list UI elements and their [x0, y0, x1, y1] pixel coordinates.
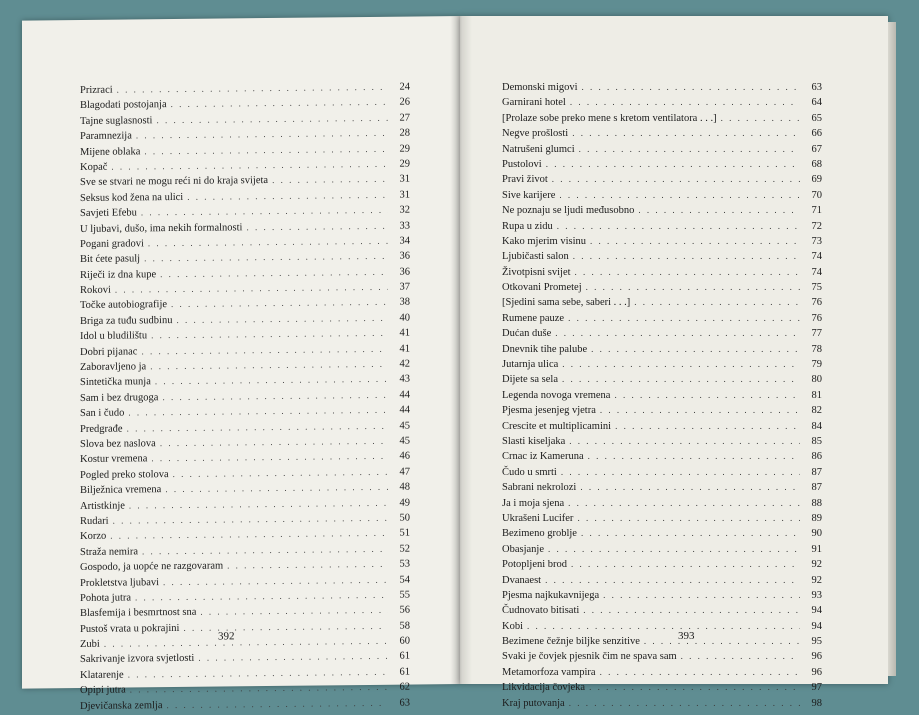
toc-entry-title: Sabrani nekrolozi — [502, 482, 577, 494]
toc-entry — [502, 111, 822, 126]
toc-entry-page: 70 — [811, 189, 822, 201]
toc-entry — [502, 157, 822, 172]
toc-entry-page: 64 — [811, 97, 822, 109]
toc-entry-title: Negve prošlosti — [502, 128, 569, 140]
toc-entry-title: Ukrašeni Lucifer — [502, 512, 574, 524]
dot-leader — [634, 295, 800, 310]
toc-entry — [502, 372, 822, 387]
toc-entry-title: Kostur vremena — [80, 453, 148, 466]
toc-entry-title: Seksus kod žena na ulici — [80, 191, 184, 204]
toc-list-right — [502, 80, 822, 711]
toc-entry — [502, 388, 822, 403]
toc-entry — [502, 403, 822, 418]
toc-entry-title: Crescite et multiplicamini — [502, 420, 612, 432]
toc-entry-page: 58 — [399, 620, 410, 632]
toc-entry-page: 45 — [399, 435, 410, 447]
dot-leader — [600, 403, 800, 418]
toc-entry-page: 78 — [811, 343, 822, 355]
toc-entry-title: Prokletstva ljubavi — [80, 576, 160, 589]
toc-entry-page: 49 — [399, 497, 410, 509]
toc-entry-page: 61 — [399, 650, 410, 663]
dot-leader — [569, 434, 800, 449]
toc-entry-title: Riječi iz dna kupe — [80, 268, 157, 281]
toc-entry-title: Natrušeni glumci — [502, 143, 575, 155]
toc-entry — [502, 649, 822, 664]
toc-entry-title: Crnac iz Kameruna — [502, 451, 584, 463]
toc-entry-page: 27 — [399, 112, 410, 124]
dot-leader — [552, 172, 800, 187]
toc-entry-page: 77 — [811, 328, 822, 340]
toc-entry-title: Točke autobiografije — [80, 299, 168, 312]
dot-leader — [569, 696, 800, 711]
toc-entry-page: 92 — [811, 574, 822, 586]
toc-entry-title: Demonski migovi — [502, 82, 578, 93]
toc-entry-page: 86 — [811, 451, 822, 463]
toc-entry-title: Korzo — [80, 531, 107, 543]
dot-leader — [545, 573, 800, 588]
toc-entry-title: Potopljeni brod — [502, 559, 568, 571]
toc-entry-page: 87 — [811, 466, 822, 478]
toc-entry-page: 44 — [399, 404, 410, 416]
toc-entry-title: Gospodo, ja uopće ne razgovaram — [80, 560, 224, 574]
toc-entry-title: Legenda novoga vremena — [502, 389, 611, 401]
toc-entry-title: Obasjanje — [502, 543, 544, 555]
toc-entry-page: 73 — [811, 235, 822, 247]
toc-entry-page: 45 — [399, 420, 410, 432]
dot-leader — [246, 218, 388, 235]
toc-entry-page: 31 — [399, 173, 410, 185]
toc-entry-title: Otkovani Prometej — [502, 282, 582, 294]
toc-entry — [502, 542, 822, 557]
toc-entry-title: Zaboravljeno ja — [80, 361, 147, 374]
dot-leader — [555, 326, 800, 341]
toc-entry-page: 66 — [811, 128, 822, 140]
toc-entry-page: 48 — [399, 481, 410, 493]
toc-entry-page: 62 — [399, 681, 410, 693]
toc-entry — [502, 295, 822, 310]
toc-entry-title: Pogled preko stolova — [80, 468, 169, 481]
toc-entry — [502, 665, 822, 680]
dot-leader — [527, 619, 800, 634]
toc-entry — [502, 449, 822, 464]
toc-entry-page: 32 — [399, 204, 410, 216]
right-page — [460, 16, 888, 709]
toc-entry-title: Opipi jutra — [80, 684, 126, 697]
toc-entry-title: Sintetička munja — [80, 376, 151, 389]
dot-leader — [603, 588, 800, 603]
toc-entry-title: [Prolaze sobe preko mene s kretom ventilatora . . .] — [502, 112, 717, 124]
toc-entry-page: 69 — [811, 174, 822, 186]
toc-entry — [502, 557, 822, 572]
dot-leader — [548, 542, 800, 557]
toc-entry-title: Briga za tuđu sudbinu — [80, 314, 173, 327]
dot-leader — [557, 219, 800, 234]
toc-entry — [502, 219, 822, 234]
toc-entry-title: Rudari — [80, 515, 109, 527]
dot-leader — [591, 342, 800, 357]
toc-entry-page: 42 — [399, 358, 410, 370]
toc-entry-page: 54 — [399, 574, 410, 586]
toc-entry — [80, 695, 410, 714]
book-gutter — [450, 16, 472, 684]
toc-entry-title: Artistkinje — [80, 500, 125, 512]
toc-entry-page: 75 — [811, 282, 822, 294]
toc-entry-title: Rokovi — [80, 284, 111, 297]
toc-entry-title: Tajne suglasnosti — [80, 115, 153, 127]
toc-entry-page: 87 — [811, 482, 822, 494]
toc-entry-page: 38 — [399, 296, 410, 309]
toc-entry-page: 68 — [811, 158, 822, 170]
toc-entry-page: 40 — [399, 312, 410, 324]
toc-entry-title: Dućan duše — [502, 328, 552, 340]
dot-leader — [559, 188, 800, 203]
toc-entry-page: 50 — [399, 512, 410, 524]
toc-entry-title: Djevičanska zemlja — [80, 699, 163, 712]
toc-entry-title: Straža nemira — [80, 546, 139, 558]
toc-entry-title: Sakrivanje izvora svjetlosti — [80, 653, 195, 666]
dot-leader — [577, 511, 800, 526]
toc-entry-title: Ljubičasti salon — [502, 251, 569, 263]
toc-entry-page: 81 — [811, 389, 822, 401]
toc-entry-page: 67 — [811, 143, 822, 155]
toc-entry — [502, 573, 822, 588]
toc-entry-title: Bezimeno groblje — [502, 528, 577, 540]
toc-entry-page: 37 — [399, 281, 410, 293]
toc-entry-page: 96 — [811, 651, 822, 663]
dot-leader — [568, 311, 800, 326]
dot-leader — [588, 449, 800, 464]
toc-entry-page: 41 — [399, 343, 410, 355]
toc-entry-title: [Sjedini sama sebe, saberi . . .] — [502, 297, 631, 309]
toc-entry — [502, 434, 822, 449]
dot-leader — [638, 203, 800, 218]
toc-entry-title: Predgrađe — [80, 423, 123, 435]
toc-entry-title: Metamorfoza vampira — [502, 666, 596, 678]
toc-entry — [502, 619, 822, 634]
toc-entry-title: Čudnovato bitisati — [502, 605, 580, 617]
toc-entry-page: 26 — [399, 96, 410, 109]
toc-entry-title: Likvidacija čovjeka — [502, 682, 586, 694]
toc-entry — [502, 357, 822, 372]
toc-entry-title: Ja i moja sjena — [502, 497, 565, 509]
dot-leader — [562, 357, 800, 372]
toc-entry-title: Bezimene čežnje biljke senzitive — [502, 636, 640, 648]
toc-entry-page: 61 — [399, 666, 410, 678]
toc-entry-page: 36 — [399, 250, 410, 262]
toc-entry — [502, 696, 822, 711]
toc-entry-title: Slasti kiseljaka — [502, 435, 566, 447]
toc-entry-title: Blagodati postojanja — [80, 99, 167, 112]
toc-entry-page: 97 — [811, 682, 822, 694]
toc-entry — [502, 126, 822, 141]
toc-entry-page: 98 — [811, 697, 822, 709]
toc-entry — [502, 526, 822, 541]
toc-entry-page: 36 — [399, 266, 410, 278]
toc-entry-page: 34 — [399, 235, 410, 247]
toc-entry-page: 95 — [811, 636, 822, 648]
toc-entry-page: 31 — [399, 189, 410, 201]
dot-leader — [575, 265, 800, 280]
dot-leader — [580, 480, 800, 495]
dot-leader — [272, 172, 388, 189]
toc-list-left — [80, 80, 410, 714]
toc-entry-title: Sve se stvari ne mogu reći ni do kraja svijeta — [80, 175, 269, 189]
open-book — [22, 16, 890, 712]
toc-entry-title: Dobri pijanac — [80, 346, 138, 358]
toc-entry — [502, 634, 822, 649]
toc-entry-page: 24 — [399, 81, 410, 93]
toc-entry-title: Pjesma jesenjeg vjetra — [502, 405, 596, 417]
dot-leader — [583, 603, 800, 618]
toc-entry-title: Blasfemija i besmrtnost sna — [80, 607, 197, 620]
toc-entry-title: Garnirani hotel — [502, 97, 566, 109]
toc-entry — [502, 234, 822, 249]
dot-leader — [582, 80, 800, 95]
toc-entry — [502, 465, 822, 480]
dot-leader — [227, 557, 388, 574]
toc-entry-title: Dvanaest — [502, 574, 542, 586]
toc-entry-page: 28 — [399, 127, 410, 139]
dot-leader — [579, 142, 800, 157]
dot-leader — [562, 372, 800, 387]
dot-leader — [589, 680, 800, 695]
dot-leader — [572, 126, 800, 141]
toc-entry-title: Paramnezija — [80, 130, 132, 143]
toc-entry-page: 74 — [811, 266, 822, 278]
toc-entry-page: 94 — [811, 620, 822, 632]
toc-entry-title: Pustolovi — [502, 158, 542, 170]
dot-leader — [546, 157, 800, 172]
toc-entry-title: Kopač — [80, 161, 108, 173]
toc-entry-title: Jutarnja ulica — [502, 359, 559, 371]
toc-entry — [502, 280, 822, 295]
toc-entry-page: 96 — [811, 666, 822, 678]
toc-entry-page: 71 — [811, 205, 822, 217]
toc-entry-page: 56 — [399, 604, 410, 616]
toc-entry — [502, 342, 822, 357]
toc-entry-title: Pravi život — [502, 174, 548, 186]
dot-leader — [600, 665, 800, 680]
toc-entry-title: Pohota jutra — [80, 592, 132, 604]
toc-entry-page: 91 — [811, 543, 822, 555]
toc-entry-page: 44 — [399, 389, 410, 401]
page-number-left: 392 — [218, 630, 235, 643]
toc-entry — [502, 172, 822, 187]
toc-entry-title: San i čudo — [80, 407, 125, 420]
toc-entry — [502, 419, 822, 434]
toc-entry — [502, 326, 822, 341]
toc-entry — [502, 680, 822, 695]
toc-entry — [502, 95, 822, 110]
page-number-right: 393 — [678, 630, 695, 642]
toc-entry — [502, 496, 822, 511]
dot-leader — [573, 249, 800, 264]
toc-entry — [502, 311, 822, 326]
toc-entry-page: 33 — [399, 220, 410, 232]
toc-entry — [502, 203, 822, 218]
toc-entry-title: Pjesma najkukavnijega — [502, 589, 600, 601]
toc-entry-page: 53 — [399, 558, 410, 570]
toc-entry — [502, 511, 822, 526]
dot-leader — [615, 419, 800, 434]
toc-entry-title: Klatarenje — [80, 669, 124, 681]
dot-leader — [586, 280, 800, 295]
dot-leader — [571, 557, 800, 572]
toc-entry-title: Zubi — [80, 638, 100, 651]
toc-entry — [502, 480, 822, 495]
toc-entry-title: Savjeti Efebu — [80, 207, 137, 220]
toc-entry-title: Pustoš vrata u pokrajini — [80, 622, 180, 635]
toc-entry-page: 82 — [811, 405, 822, 417]
page-edge — [888, 22, 896, 676]
toc-entry — [502, 603, 822, 618]
toc-entry-page: 85 — [811, 435, 822, 447]
toc-entry-title: Ne poznaju se ljudi međusobno — [502, 205, 635, 217]
toc-entry-page: 52 — [399, 543, 410, 555]
toc-entry-page: 41 — [399, 327, 410, 339]
toc-entry-page: 93 — [811, 589, 822, 601]
toc-entry-page: 88 — [811, 497, 822, 509]
toc-entry-page: 89 — [811, 512, 822, 524]
toc-entry-page: 84 — [811, 420, 822, 432]
dot-leader — [561, 465, 800, 480]
toc-entry-page: 46 — [399, 450, 410, 463]
toc-entry-page: 63 — [811, 82, 822, 93]
toc-entry-page: 29 — [399, 158, 410, 170]
toc-entry-title: Prizraci — [80, 84, 113, 96]
toc-entry-title: Dnevnik tihe palube — [502, 343, 588, 355]
toc-entry — [502, 80, 822, 95]
toc-entry-page: 74 — [811, 251, 822, 263]
toc-entry-title: Pogani gradovi — [80, 238, 144, 250]
toc-entry — [502, 249, 822, 264]
toc-entry-page: 92 — [811, 559, 822, 571]
dot-leader — [681, 649, 800, 664]
toc-entry-title: Bit ćete pasulj — [80, 253, 141, 266]
toc-entry-title: Sam i bez drugoga — [80, 391, 159, 404]
toc-entry-page: 60 — [399, 635, 410, 647]
toc-entry-page: 65 — [811, 112, 822, 124]
toc-entry-page: 90 — [811, 528, 822, 540]
toc-entry-page: 80 — [811, 374, 822, 386]
dot-leader — [581, 526, 800, 541]
toc-entry-page: 47 — [399, 466, 410, 478]
dot-leader — [644, 634, 800, 649]
dot-leader — [568, 496, 800, 511]
toc-entry-page: 55 — [399, 589, 410, 601]
dot-leader — [570, 95, 800, 110]
toc-entry-page: 76 — [811, 312, 822, 324]
toc-entry-title: Svaki je čovjek pjesnik čim ne spava sam — [502, 651, 677, 663]
toc-entry-title: Rupa u zidu — [502, 220, 553, 232]
toc-entry-title: Životpisni svijet — [502, 266, 571, 278]
toc-entry-page: 63 — [399, 697, 410, 709]
toc-entry — [502, 265, 822, 280]
toc-entry-page: 43 — [399, 373, 410, 386]
left-page — [22, 16, 460, 712]
toc-entry-page: 29 — [399, 143, 410, 155]
toc-entry-page: 94 — [811, 605, 822, 617]
dot-leader — [590, 234, 800, 249]
toc-entry — [502, 188, 822, 203]
toc-entry-title: Čudo u smrti — [502, 466, 557, 478]
toc-entry-page: 72 — [811, 220, 822, 232]
dot-leader — [614, 388, 800, 403]
toc-entry — [502, 142, 822, 157]
toc-entry-title: Idol u bludilištu — [80, 330, 148, 343]
toc-entry-page: 76 — [811, 297, 822, 309]
toc-entry-page: 51 — [399, 527, 410, 539]
dot-leader — [167, 695, 388, 713]
dot-leader — [721, 111, 800, 126]
toc-entry-page: 79 — [811, 359, 822, 371]
toc-entry-title: Dijete sa sela — [502, 374, 558, 386]
toc-entry-title: Slova bez naslova — [80, 438, 156, 450]
toc-entry-title: Kraj putovanja — [502, 697, 565, 709]
toc-entry-title: Kobi — [502, 620, 523, 632]
toc-entry-title: Rumene pauze — [502, 312, 565, 324]
toc-entry-title: Kako mjerim visinu — [502, 235, 586, 247]
toc-entry-title: Sive karijere — [502, 189, 556, 201]
toc-entry — [502, 588, 822, 603]
toc-entry-title: Mijene oblaka — [80, 145, 141, 158]
toc-entry-title: Bilježnica vremena — [80, 484, 162, 497]
toc-entry-title: U ljubavi, dušo, ima nekih formalnosti — [80, 221, 243, 235]
